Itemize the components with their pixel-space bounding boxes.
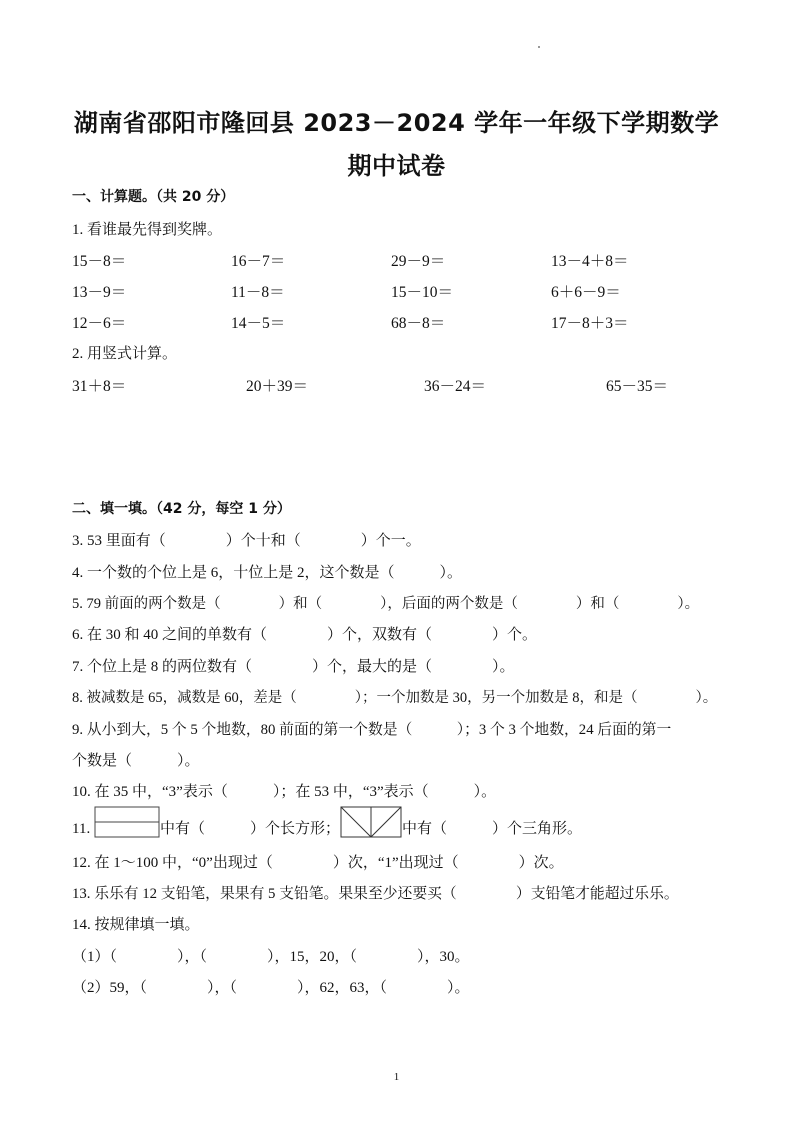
section2-heading: 二、填一填。（42 分，每空 1 分） (72, 501, 291, 517)
q1-item: 13－4＋8＝ (551, 253, 629, 270)
q11-part2: 中有（ ）个三角形。 (401, 821, 582, 837)
q1-label: 1. 看谁最先得到奖牌。 (72, 222, 223, 238)
question-4: 4. 一个数的个位上是 6，十位上是 2，这个数是（ ）。 (72, 565, 463, 581)
q11-part1: 中有（ ）个长方形； (159, 821, 340, 837)
question-11 (72, 806, 582, 842)
question-14-label: 14. 按规律填一填。 (72, 917, 200, 933)
rectangle-figure-icon (94, 806, 160, 838)
page-title: 湖南省邵阳市隆回县 2023－2024 学年一年级下学期数学 (73, 109, 720, 137)
question-9-line1: 9. 从小到大，5 个 5 个地数，80 前面的第一个数是（ ）；3 个 3 个地数，24 后面的第一 (72, 722, 672, 738)
scan-dot (538, 46, 540, 48)
q2-item: 65－35＝ (606, 378, 669, 395)
q1-item: 29－9＝ (391, 253, 446, 270)
triangle-figure-icon (340, 806, 402, 838)
q11-number: 11. (72, 821, 91, 837)
q2-item: 31＋8＝ (72, 378, 127, 395)
q2-label: 2. 用竖式计算。 (72, 346, 178, 362)
q1-item: 17－8＋3＝ (551, 315, 629, 332)
question-8: 8. 被减数是 65，减数是 60，差是（ ）；一个加数是 30，另一个加数是 8，和是（ ）。 (72, 690, 718, 706)
question-14-part2: （2）59，（ ），（ ），62，63，（ ）。 (72, 980, 470, 996)
question-5: 5. 79 前面的两个数是（ ）和（ ），后面的两个数是（ ）和（ ）。 (72, 596, 700, 612)
q1-item: 14－5＝ (231, 315, 286, 332)
q1-item: 13－9＝ (72, 284, 127, 301)
q2-item: 20＋39＝ (246, 378, 309, 395)
section1-heading: 一、计算题。（共 20 分） (72, 189, 235, 205)
question-13: 13. 乐乐有 12 支铅笔，果果有 5 支铅笔。果果至少还要买（ ）支铅笔才能超过乐乐。 (72, 886, 679, 902)
q2-item: 36－24＝ (424, 378, 487, 395)
question-7: 7. 个位上是 8 的两位数有（ ）个，最大的是（ ）。 (72, 659, 515, 675)
question-10: 10. 在 35 中，“3”表示（ ）；在 53 中，“3”表示（ ）。 (72, 784, 497, 800)
q1-item: 15－8＝ (72, 253, 127, 270)
question-14-part1: （1）（ ），（ ），15，20，（ ），30。 (72, 949, 470, 965)
page-subtitle: 期中试卷 (347, 152, 446, 180)
question-12: 12. 在 1～100 中，“0”出现过（ ）次，“1”出现过（ ）次。 (72, 855, 564, 871)
q1-item: 12－6＝ (72, 315, 127, 332)
q1-item: 68－8＝ (391, 315, 446, 332)
q1-item: 11－8＝ (231, 284, 285, 301)
question-3: 3. 53 里面有（ ）个十和（ ）个一。 (72, 533, 421, 549)
question-9-line2: 个数是（ ）。 (72, 753, 200, 769)
page-number: 1 (393, 1071, 400, 1083)
q1-item: 15－10＝ (391, 284, 454, 301)
q1-item: 6＋6－9＝ (551, 284, 621, 301)
q1-item: 16－7＝ (231, 253, 286, 270)
question-6: 6. 在 30 和 40 之间的单数有（ ）个，双数有（ ）个。 (72, 627, 538, 643)
